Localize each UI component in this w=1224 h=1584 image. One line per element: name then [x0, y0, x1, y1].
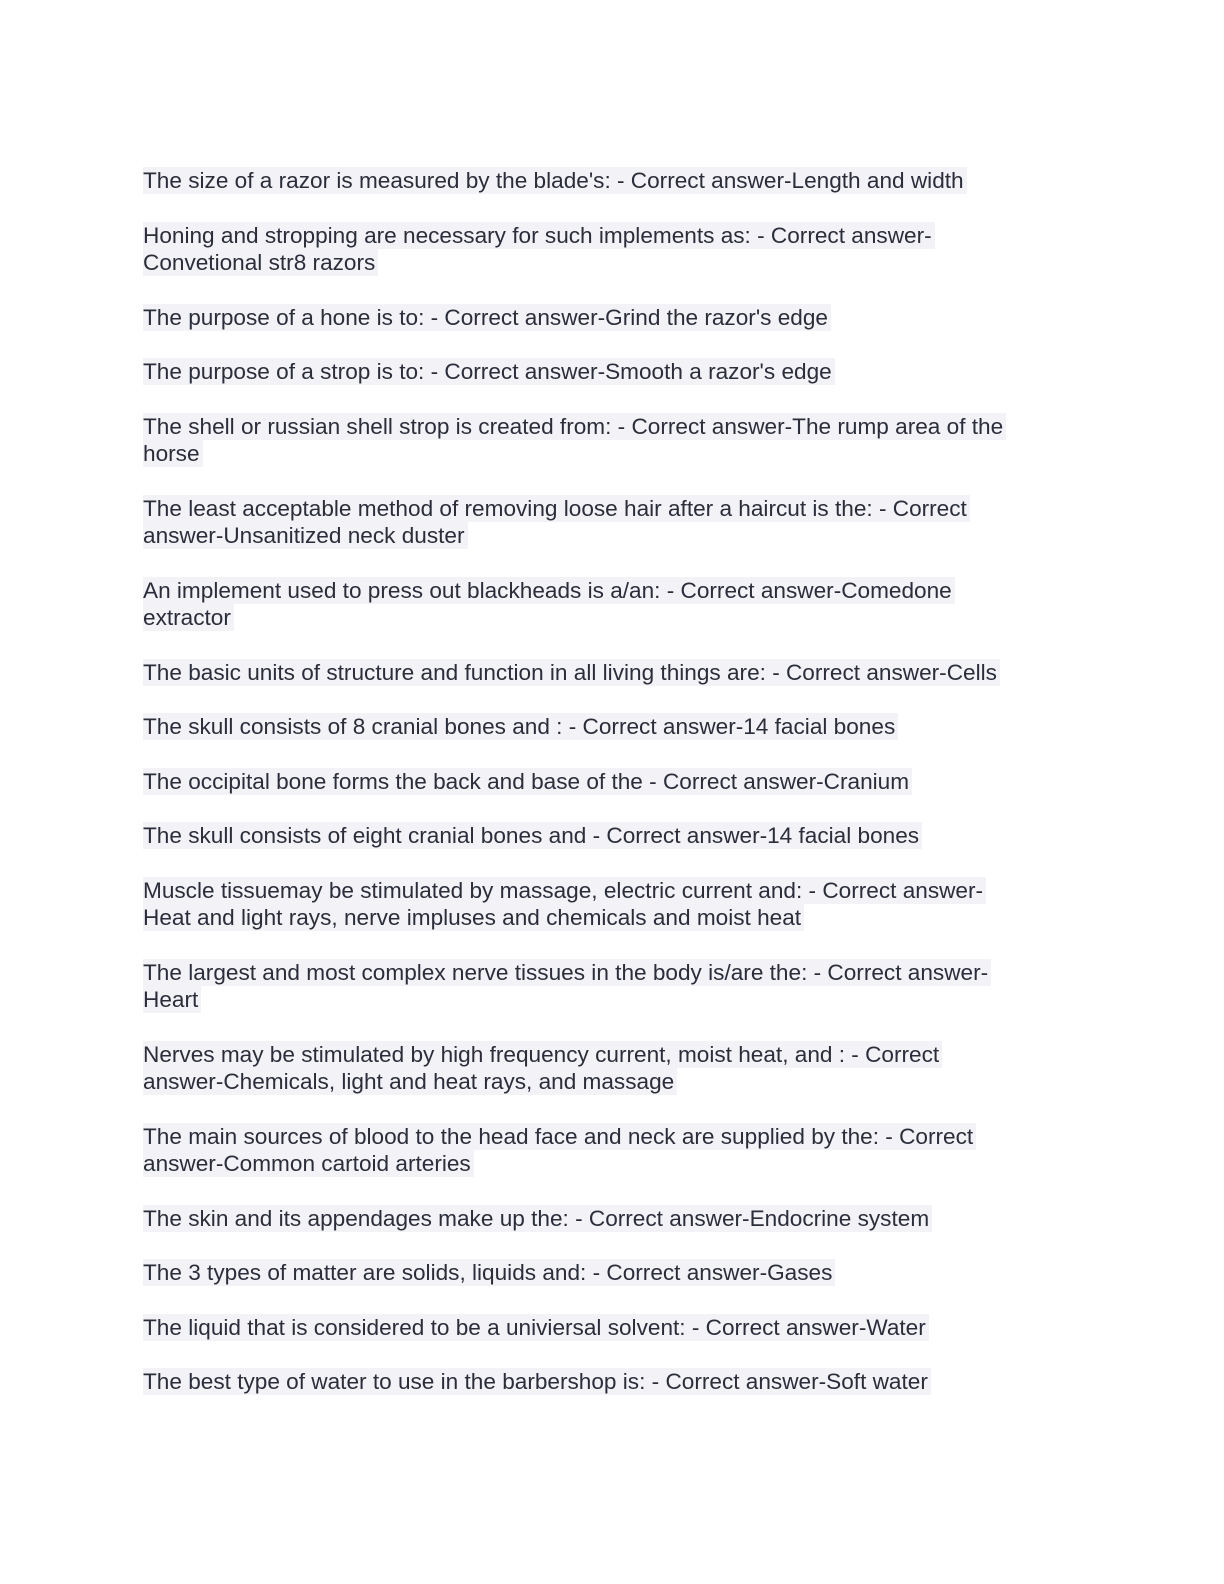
- qa-item: [143, 822, 1063, 850]
- qa-text: The purpose of a strop is to: - Correct answer-Smooth a razor's edge: [143, 358, 835, 385]
- qa-item: [143, 1314, 1063, 1342]
- qa-item: [143, 959, 1063, 1014]
- qa-text: The main sources of blood to the head face and neck are supplied by the: - Correct answer-Common cartoid arteries: [143, 1123, 976, 1178]
- qa-item: [143, 413, 1063, 468]
- qa-text: The size of a razor is measured by the blade's: - Correct answer-Length and width: [143, 167, 967, 194]
- qa-item: [143, 358, 1063, 386]
- qa-item: [143, 1041, 1063, 1096]
- qa-text: Nerves may be stimulated by high frequency current, moist heat, and : - Correct answer-Chemicals, light and heat rays, and massage: [143, 1041, 942, 1096]
- qa-item: [143, 768, 1063, 796]
- qa-text: The skull consists of 8 cranial bones and : - Correct answer-14 facial bones: [143, 713, 898, 740]
- qa-item: [143, 167, 1063, 195]
- qa-text: The purpose of a hone is to: - Correct answer-Grind the razor's edge: [143, 304, 831, 331]
- qa-item: [143, 1259, 1063, 1287]
- qa-text: The occipital bone forms the back and base of the - Correct answer-Cranium: [143, 768, 912, 795]
- qa-text: The liquid that is considered to be a univiersal solvent: - Correct answer-Water: [143, 1314, 929, 1341]
- qa-item: [143, 577, 1063, 632]
- qa-item: [143, 304, 1063, 332]
- qa-text: The basic units of structure and function in all living things are: - Correct answer-Cells: [143, 659, 1000, 686]
- qa-item: [143, 659, 1063, 687]
- qa-text: The shell or russian shell strop is created from: - Correct answer-The rump area of the horse: [143, 413, 1006, 468]
- qa-text: The skin and its appendages make up the: - Correct answer-Endocrine system: [143, 1205, 932, 1232]
- qa-item: [143, 1368, 1063, 1396]
- qa-text: The largest and most complex nerve tissues in the body is/are the: - Correct answer- Heart: [143, 959, 991, 1014]
- qa-text: Muscle tissuemay be stimulated by massage, electric current and: - Correct answer- Heat and light rays, nerve impluses and chemicals and moist heat: [143, 877, 986, 932]
- qa-item: [143, 877, 1063, 932]
- qa-list: [143, 167, 1063, 1423]
- qa-item: [143, 222, 1063, 277]
- qa-text: The 3 types of matter are solids, liquids and: - Correct answer-Gases: [143, 1259, 835, 1286]
- qa-item: [143, 713, 1063, 741]
- qa-text: The skull consists of eight cranial bones and - Correct answer-14 facial bones: [143, 822, 922, 849]
- qa-text: An implement used to press out blackheads is a/an: - Correct answer-Comedone extractor: [143, 577, 955, 632]
- qa-item: [143, 1205, 1063, 1233]
- qa-text: The best type of water to use in the barbershop is: - Correct answer-Soft water: [143, 1368, 931, 1395]
- qa-item: [143, 1123, 1063, 1178]
- qa-item: [143, 495, 1063, 550]
- qa-text: Honing and stropping are necessary for such implements as: - Correct answer- Convetional str8 razors: [143, 222, 935, 277]
- qa-text: The least acceptable method of removing loose hair after a haircut is the: - Correct answer-Unsanitized neck duster: [143, 495, 970, 550]
